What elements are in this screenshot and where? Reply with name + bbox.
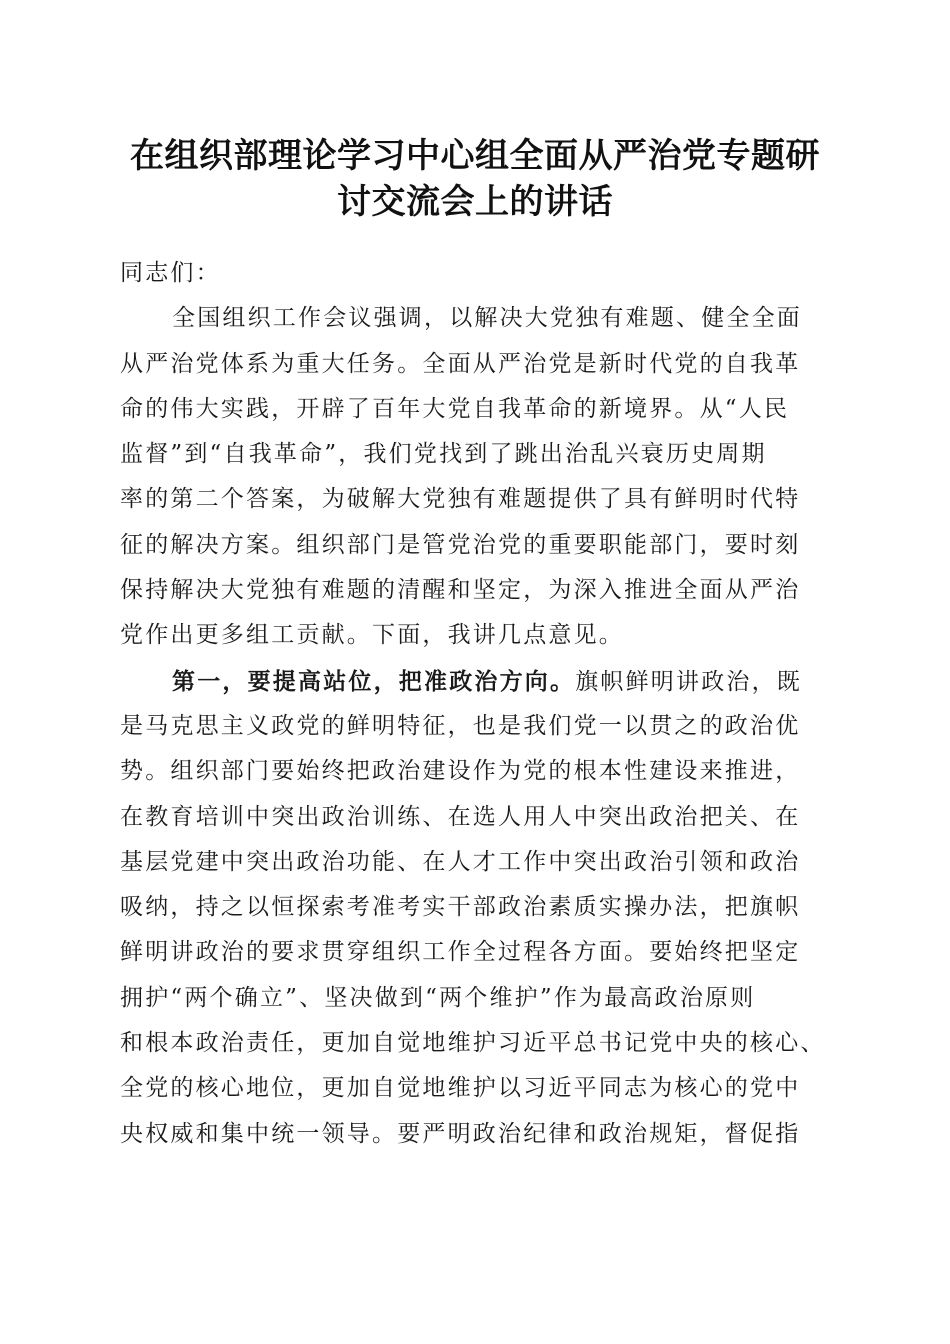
paragraph-1 xyxy=(120,296,840,658)
paragraph-line: 央权威和集中统一领导。要严明政治纪律和政治规矩，督促指 xyxy=(120,1120,801,1147)
paragraph-line: 拥护“两个确立”、坚决做到“两个维护”作为最高政治原则 xyxy=(120,984,756,1011)
document-title xyxy=(100,133,850,225)
paragraph-line: 在教育培训中突出政治训练、在选人用人中突出政治把关、在 xyxy=(120,803,801,830)
title-line: 讨交流会上的讲话 xyxy=(337,182,613,222)
salutation: 同志们： xyxy=(120,260,221,286)
paragraph-line: 全国组织工作会议强调，以解决大党独有难题、健全全面 xyxy=(172,305,802,332)
paragraph-first-line xyxy=(120,659,840,704)
paragraph-line: 吸纳，持之以恒探索考准考实干部政治素质实操办法，把旗帜 xyxy=(120,894,801,921)
paragraph-line: 保持解决大党独有难题的清醒和坚定，为深入推进全面从严治 xyxy=(120,577,801,604)
paragraph-line: 党作出更多组工贡献。下面，我讲几点意见。 xyxy=(120,622,624,649)
paragraph-line: 率的第二个答案，为破解大党独有难题提供了具有鲜明时代特 xyxy=(120,486,801,513)
paragraph-line: 监督”到“自我革命”，我们党找到了跳出治乱兴衰历史周期 xyxy=(120,441,767,468)
paragraph-line-rest: 旗帜鲜明讲政治，既 xyxy=(575,668,803,695)
paragraph-line: 征的解决方案。组织部门是管党治党的重要职能部门，要时刻 xyxy=(120,531,801,558)
document-body xyxy=(120,251,840,1157)
title-line: 在组织部理论学习中心组全面从严治党专题研 xyxy=(130,136,820,176)
paragraph-line: 是马克思主义政党的鲜明特征，也是我们党一以贯之的政治优 xyxy=(120,712,801,739)
paragraph-line: 基层党建中突出政治功能、在人才工作中突出政治引领和政治 xyxy=(120,848,801,875)
paragraph-line: 全党的核心地位，更加自觉地维护以习近平同志为核心的党中 xyxy=(120,1075,801,1102)
paragraph-line: 势。组织部门要始终把政治建设作为党的根本性建设来推进， xyxy=(120,758,801,785)
paragraph-line: 和根本政治责任，更加自觉地维护习近平总书记党中央的核心、 xyxy=(120,1030,826,1057)
paragraph-line: 从严治党体系为重大任务。全面从严治党是新时代党的自我革 xyxy=(120,350,801,377)
paragraph-2 xyxy=(120,659,840,1157)
paragraph-line: 鲜明讲政治的要求贯穿组织工作全过程各方面。要始终把坚定 xyxy=(120,939,801,966)
paragraph-line: 命的伟大实践，开辟了百年大党自我革命的新境界。从“人民 xyxy=(120,395,790,422)
section-heading: 第一，要提高站位，把准政治方向。 xyxy=(172,667,576,695)
